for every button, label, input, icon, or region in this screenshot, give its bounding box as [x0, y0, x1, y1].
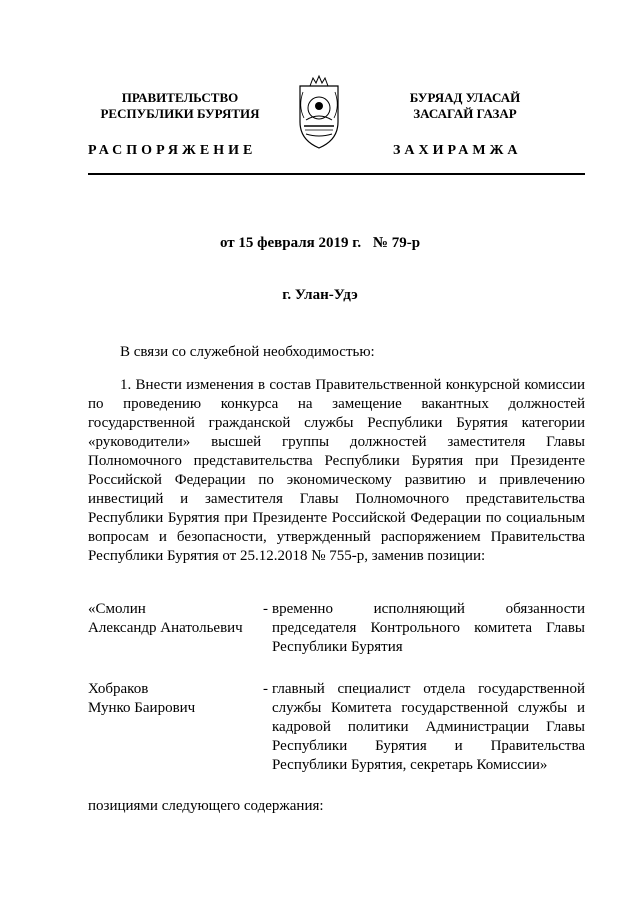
- member-given-names: Александр Анатольевич: [88, 620, 243, 636]
- intro-paragraph: В связи со служебной необходимостью:: [120, 344, 375, 360]
- document-date: от 15 февраля 2019 г.: [219, 235, 362, 251]
- document-number: № 79-р: [372, 235, 421, 251]
- member-description: временно исполняющий обязанности председателя Контрольного комитета Главы Республики Бурятия: [272, 601, 585, 655]
- member-surname: «Смолин: [88, 601, 146, 617]
- header-left-line2: РЕСПУБЛИКИ БУРЯТИЯ: [100, 106, 260, 121]
- header-right: [385, 90, 545, 122]
- member-name: [88, 600, 258, 638]
- order-title-ru: РАСПОРЯЖЕНИЕ: [88, 143, 257, 158]
- member-description: главный специалист отдела государственной службы Комитета государственной службы и кадровой политики Администрации Главы Республики Бурятия и Правительства Республики Бурятия, секретарь Комиссии»: [272, 681, 585, 773]
- member-surname: Хобраков: [88, 681, 149, 697]
- item-1-paragraph: 1. Внести изменения в состав Правительственной конкурсной комиссии по проведению конкурса на замещение вакантных должностей государственной гражданской службы Республики Бурятия категории «руководители» высшей группы должностей заместителя Главы Полномочного представительства Республики Бурятия при Президенте Российской Федерации по экономическому развитию и привлечению инвестиций и заместителя Главы Полномочного представительства Республики Бурятия при Президенте Российской Федерации по социальным вопросам и безопасности, утвержденный распоряжением Правительства Республики Бурятия от 25.12.2018 № 755-р, заменив позиции:: [88, 377, 585, 564]
- document-city: г. Улан-Удэ: [282, 287, 358, 303]
- member-dash: -: [263, 601, 268, 617]
- header-right-line2: ЗАСАГАЙ ГАЗАР: [413, 106, 517, 121]
- member-dash: -: [263, 681, 268, 697]
- document-date-number: [0, 235, 640, 252]
- header-divider: [88, 173, 585, 175]
- member-name: [88, 680, 258, 718]
- order-title-bua: ЗАХИРАМЖА: [393, 143, 522, 158]
- member-given-names: Мунко Баирович: [88, 700, 196, 716]
- closing-paragraph: позициями следующего содержания:: [88, 798, 324, 814]
- coat-of-arms-icon: [296, 72, 342, 150]
- header-left: [80, 90, 280, 122]
- header-left-line1: ПРАВИТЕЛЬСТВО: [121, 90, 239, 105]
- header-right-line1: БУРЯАД УЛАСАЙ: [409, 90, 521, 105]
